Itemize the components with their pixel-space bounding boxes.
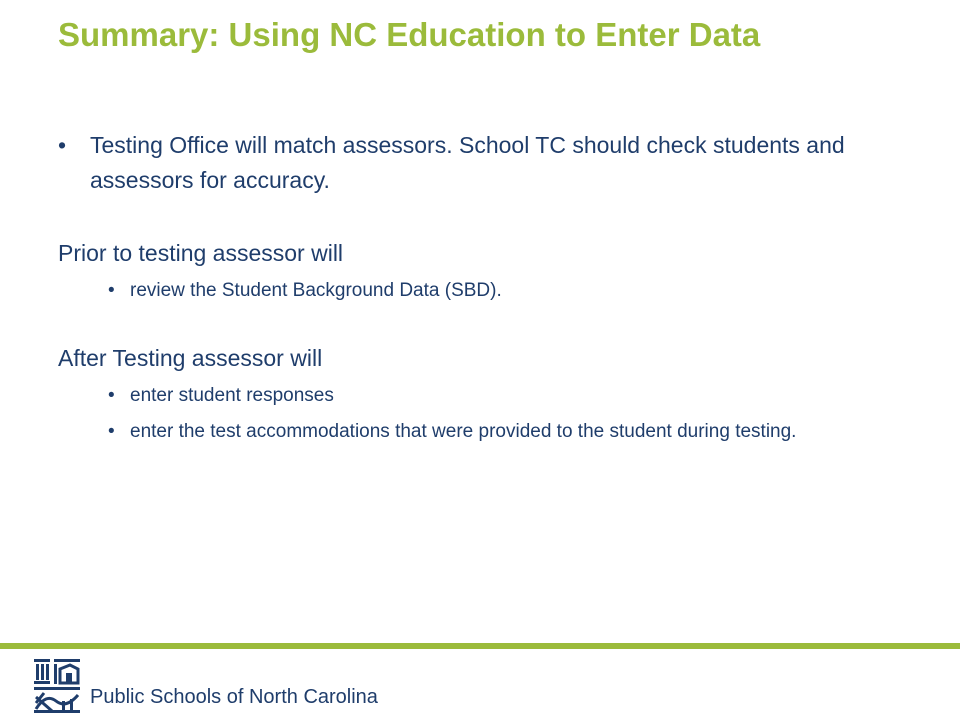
bullet-dot: • [108, 421, 115, 442]
prior-heading: Prior to testing assessor will [58, 240, 344, 266]
main-bullet [58, 128, 918, 198]
prior-item-text: review the Student Background Data (SBD). [130, 280, 502, 301]
slide-title: Summary: Using NC Education to Enter Data [58, 16, 761, 53]
slide-content [58, 128, 918, 445]
bullet-dot: • [108, 385, 115, 406]
after-heading: After Testing assessor will [58, 345, 323, 371]
footer-org-name: Public Schools of North Carolina [90, 686, 378, 708]
after-item-text: enter student responses [130, 385, 334, 406]
bullet-dot: • [58, 132, 67, 158]
main-bullet-text: Testing Office will match assessors. School TC should check students and assessors for accuracy. [90, 132, 845, 193]
ncdpi-logo-icon [32, 657, 84, 713]
bullet-dot: • [108, 280, 115, 301]
prior-item [108, 277, 918, 304]
footer-divider [0, 643, 960, 649]
after-item-text: enter the test accommodations that were provided to the student during testing. [130, 421, 797, 442]
after-item [108, 382, 918, 409]
after-item [108, 418, 918, 445]
